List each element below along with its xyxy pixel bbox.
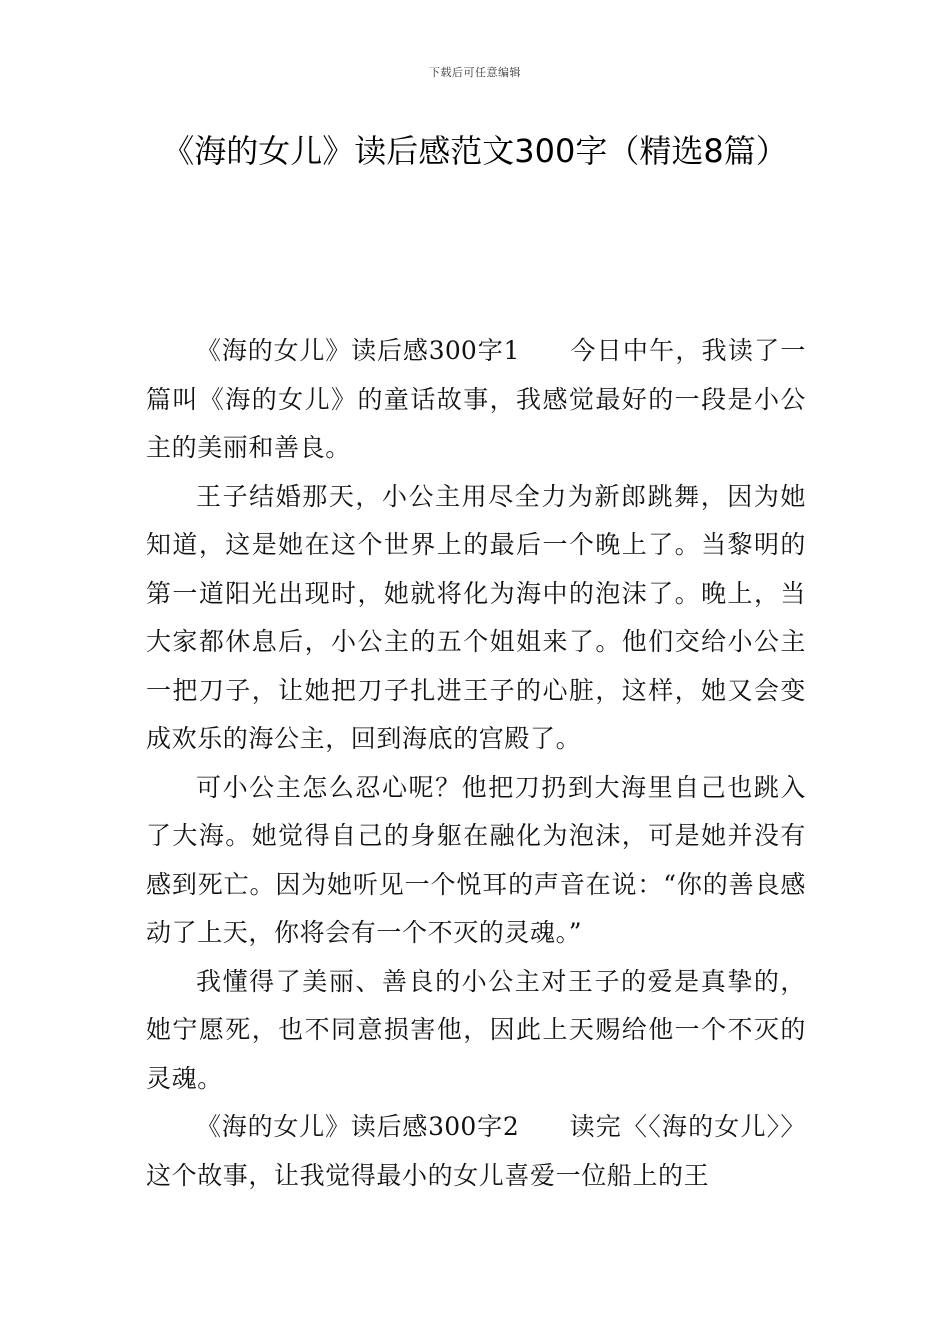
- header-note: 下载后可任意编辑: [429, 66, 521, 79]
- document-title: 《海的女儿》读后感范文300字（精选8篇）: [162, 132, 788, 170]
- paragraph-5: [146, 1103, 806, 1200]
- document-body: [146, 327, 806, 1200]
- paragraph-4: [146, 958, 806, 1104]
- paragraph-text-5: 读完〈〈海的女儿〉〉这个故事，让我觉得最小的女儿喜爱一位船上的王: [146, 1112, 806, 1190]
- paragraph-text-1: 今日中午，我读了一篇叫《海的女儿》的童话故事，我感觉最好的一段是小公主的美丽和善良。: [146, 336, 806, 462]
- paragraph-1: [146, 327, 806, 473]
- paragraph-text-2: 王子结婚那天，小公主用尽全力为新郎跳舞，因为她知道，这是她在这个世界上的最后一个晚上了。当黎明的第一道阳光出现时，她就将化为海中的泡沫了。晚上，当大家都休息后，小公主的五个姐姐来了。他们交给小公主一把刀子，让她把刀子扎进王子的心脏，这样，她又会变成欢乐的海公主，回到海底的宫殿了。: [146, 481, 806, 753]
- section-heading-1: 《海的女儿》读后感300字1: [196, 336, 520, 365]
- paragraph-text-4: 我懂得了美丽、善良的小公主对王子的爱是真挚的，她宁愿死，也不同意损害他，因此上天赐给他一个不灭的灵魂。: [146, 966, 806, 1093]
- paragraph-3: [146, 764, 806, 958]
- section-heading-2: 《海的女儿》读后感300字2: [196, 1112, 519, 1141]
- paragraph-2: [146, 473, 806, 764]
- paragraph-text-3: 可小公主怎么忍心呢？他把刀扔到大海里自己也跳入了大海。她觉得自己的身躯在融化为泡沫，可是她并没有感到死亡。因为她听见一个悦耳的声音在说：“你的善良感动了上天，你将会有一个不灭的灵魂。”: [146, 772, 806, 947]
